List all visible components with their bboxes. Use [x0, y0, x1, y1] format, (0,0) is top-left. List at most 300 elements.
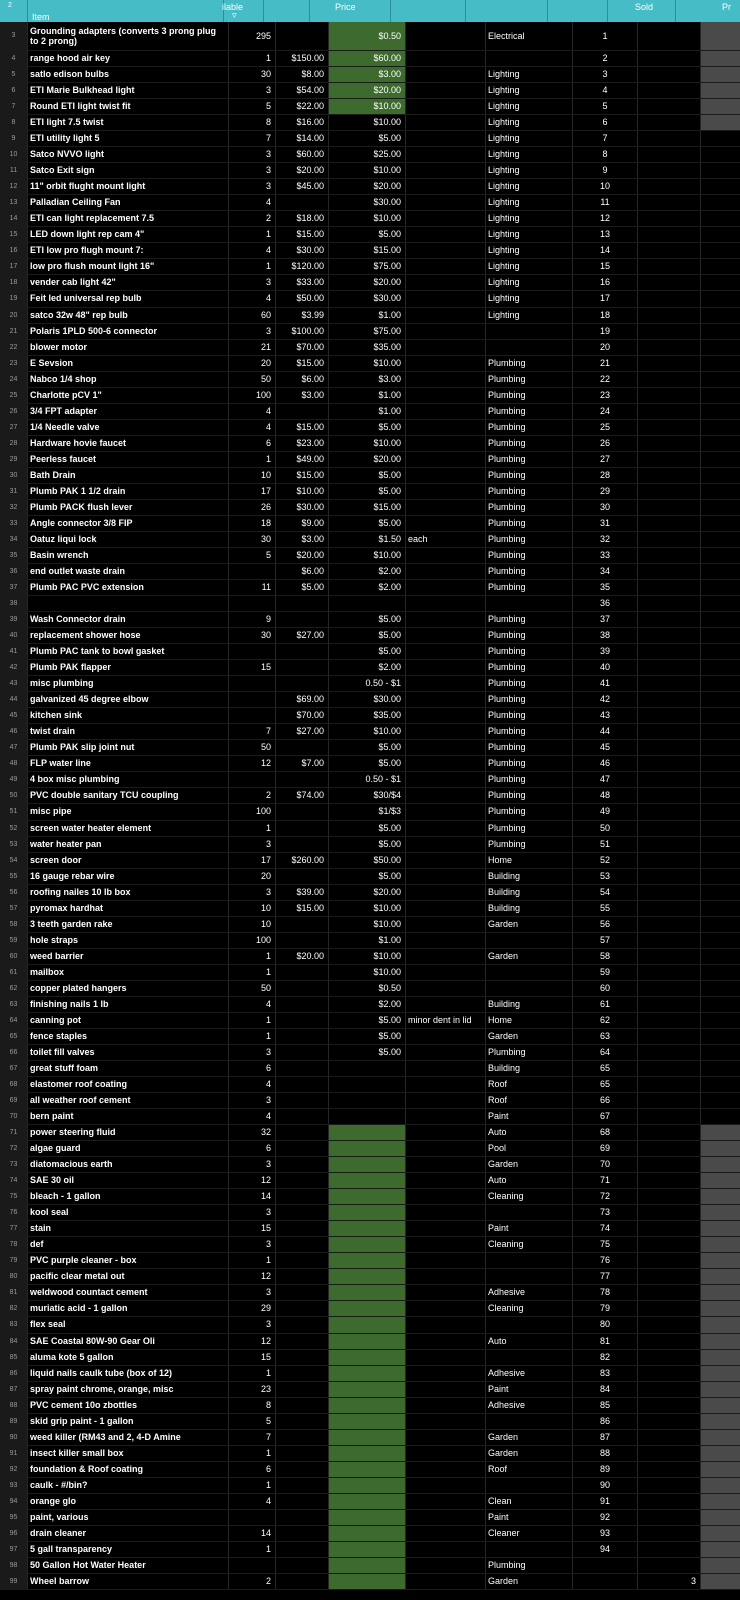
note-cell[interactable] — [406, 1060, 486, 1076]
index-cell[interactable]: 60 — [573, 980, 638, 996]
sold-cell[interactable] — [638, 99, 701, 115]
quantity-cell[interactable]: 50 — [229, 371, 276, 387]
price-cell[interactable]: $10.00 — [329, 964, 406, 980]
table-row[interactable] — [0, 1173, 740, 1189]
quantity-cell[interactable]: 20 — [229, 868, 276, 884]
quantity-cell[interactable]: 15 — [229, 660, 276, 676]
item-cell[interactable]: satco 32w 48" rep bulb — [28, 307, 229, 323]
note-cell[interactable] — [406, 1253, 486, 1269]
note-cell[interactable] — [406, 788, 486, 804]
sold-cell[interactable] — [638, 932, 701, 948]
item-cell[interactable]: caulk - #/bin? — [28, 1477, 229, 1493]
quantity-cell[interactable]: 3 — [229, 1285, 276, 1301]
table-row[interactable] — [0, 259, 740, 275]
category-cell[interactable]: Auto — [486, 1125, 573, 1141]
cost-cell[interactable]: $74.00 — [276, 788, 329, 804]
quantity-cell[interactable] — [229, 772, 276, 788]
quantity-cell[interactable]: 3 — [229, 147, 276, 163]
category-cell[interactable] — [486, 1317, 573, 1333]
sold-cell[interactable] — [638, 1397, 701, 1413]
item-cell[interactable]: flex seal — [28, 1317, 229, 1333]
table-row[interactable] — [0, 1429, 740, 1445]
item-cell[interactable]: LED down light rep cam 4" — [28, 227, 229, 243]
item-cell[interactable]: hole straps — [28, 932, 229, 948]
cost-cell[interactable] — [276, 1525, 329, 1541]
item-cell[interactable]: PVC double sanitary TCU coupling — [28, 788, 229, 804]
sold-cell[interactable] — [638, 403, 701, 419]
note-cell[interactable] — [406, 275, 486, 291]
category-cell[interactable]: Adhesive — [486, 1397, 573, 1413]
table-row[interactable] — [0, 1077, 740, 1093]
sold-cell[interactable] — [638, 22, 701, 51]
index-cell[interactable]: 48 — [573, 788, 638, 804]
extra-cell[interactable] — [701, 243, 740, 259]
index-cell[interactable]: 54 — [573, 884, 638, 900]
extra-cell[interactable] — [701, 387, 740, 403]
quantity-cell[interactable]: 50 — [229, 740, 276, 756]
index-cell[interactable]: 24 — [573, 403, 638, 419]
note-cell[interactable] — [406, 451, 486, 467]
note-cell[interactable] — [406, 179, 486, 195]
quantity-cell[interactable]: 5 — [229, 547, 276, 563]
item-cell[interactable]: satlo edison bulbs — [28, 67, 229, 83]
extra-cell[interactable] — [701, 195, 740, 211]
table-row[interactable] — [0, 676, 740, 692]
cost-cell[interactable]: $120.00 — [276, 259, 329, 275]
quantity-cell[interactable]: 7 — [229, 724, 276, 740]
note-cell[interactable] — [406, 467, 486, 483]
price-cell[interactable]: $60.00 — [329, 51, 406, 67]
table-row[interactable] — [0, 1141, 740, 1157]
extra-cell[interactable] — [701, 708, 740, 724]
sold-cell[interactable] — [638, 884, 701, 900]
item-cell[interactable]: Nabco 1/4 shop — [28, 371, 229, 387]
category-cell[interactable] — [486, 1349, 573, 1365]
sold-cell[interactable] — [638, 499, 701, 515]
quantity-cell[interactable]: 14 — [229, 1525, 276, 1541]
sold-cell[interactable] — [638, 660, 701, 676]
cost-cell[interactable]: $69.00 — [276, 692, 329, 708]
category-cell[interactable]: Building — [486, 996, 573, 1012]
cost-cell[interactable] — [276, 1173, 329, 1189]
cost-cell[interactable] — [276, 195, 329, 211]
price-cell[interactable]: $1.00 — [329, 387, 406, 403]
index-cell[interactable]: 56 — [573, 916, 638, 932]
index-cell[interactable]: 42 — [573, 692, 638, 708]
note-cell[interactable] — [406, 243, 486, 259]
index-cell[interactable]: 3 — [573, 67, 638, 83]
sold-cell[interactable] — [638, 211, 701, 227]
category-cell[interactable] — [486, 1413, 573, 1429]
extra-cell[interactable] — [701, 1413, 740, 1429]
note-cell[interactable] — [406, 964, 486, 980]
sold-cell[interactable] — [638, 1141, 701, 1157]
extra-cell[interactable] — [701, 1365, 740, 1381]
cost-cell[interactable] — [276, 1541, 329, 1557]
quantity-cell[interactable]: 1 — [229, 1253, 276, 1269]
price-cell[interactable]: $3.00 — [329, 371, 406, 387]
index-cell[interactable]: 6 — [573, 115, 638, 131]
index-cell[interactable]: 70 — [573, 1157, 638, 1173]
cost-cell[interactable] — [276, 1397, 329, 1413]
index-cell[interactable]: 90 — [573, 1477, 638, 1493]
note-cell[interactable] — [406, 499, 486, 515]
extra-cell[interactable] — [701, 1333, 740, 1349]
item-cell[interactable]: 5 gall transparency — [28, 1541, 229, 1557]
cost-cell[interactable]: $100.00 — [276, 323, 329, 339]
cost-cell[interactable] — [276, 1461, 329, 1477]
index-cell[interactable]: 82 — [573, 1349, 638, 1365]
index-cell[interactable]: 16 — [573, 275, 638, 291]
table-row[interactable] — [0, 499, 740, 515]
table-row[interactable] — [0, 1461, 740, 1477]
quantity-cell[interactable]: 10 — [229, 467, 276, 483]
extra-cell[interactable] — [701, 852, 740, 868]
sold-cell[interactable] — [638, 772, 701, 788]
index-cell[interactable]: 83 — [573, 1365, 638, 1381]
table-row[interactable] — [0, 1445, 740, 1461]
quantity-cell[interactable]: 8 — [229, 115, 276, 131]
item-cell[interactable]: skid grip paint - 1 gallon — [28, 1413, 229, 1429]
sold-cell[interactable] — [638, 740, 701, 756]
index-cell[interactable]: 33 — [573, 547, 638, 563]
quantity-cell[interactable]: 1 — [229, 1445, 276, 1461]
table-row[interactable] — [0, 916, 740, 932]
note-cell[interactable] — [406, 1541, 486, 1557]
item-cell[interactable]: end outlet waste drain — [28, 564, 229, 580]
category-cell[interactable]: Plumbing — [486, 580, 573, 596]
quantity-cell[interactable]: 100 — [229, 932, 276, 948]
price-cell[interactable]: $3.00 — [329, 67, 406, 83]
note-cell[interactable] — [406, 868, 486, 884]
extra-cell[interactable] — [701, 1285, 740, 1301]
price-cell[interactable] — [329, 1557, 406, 1573]
note-cell[interactable] — [406, 580, 486, 596]
price-cell[interactable]: $5.00 — [329, 612, 406, 628]
quantity-cell[interactable]: 20 — [229, 355, 276, 371]
table-row[interactable] — [0, 1269, 740, 1285]
cost-cell[interactable]: $23.00 — [276, 435, 329, 451]
cost-cell[interactable] — [276, 1060, 329, 1076]
category-cell[interactable]: Garden — [486, 1157, 573, 1173]
price-cell[interactable] — [329, 1573, 406, 1589]
index-cell[interactable]: 72 — [573, 1189, 638, 1205]
category-cell[interactable]: Plumbing — [486, 467, 573, 483]
table-row[interactable] — [0, 1301, 740, 1317]
table-row[interactable] — [0, 483, 740, 499]
sold-cell[interactable] — [638, 1477, 701, 1493]
price-cell[interactable]: $2.00 — [329, 996, 406, 1012]
note-cell[interactable] — [406, 227, 486, 243]
extra-cell[interactable] — [701, 1461, 740, 1477]
item-cell[interactable]: pacific clear metal out — [28, 1269, 229, 1285]
extra-cell[interactable] — [701, 1429, 740, 1445]
index-cell[interactable]: 21 — [573, 355, 638, 371]
quantity-cell[interactable]: 21 — [229, 339, 276, 355]
sold-cell[interactable] — [638, 1285, 701, 1301]
cost-cell[interactable]: $14.00 — [276, 131, 329, 147]
price-cell[interactable]: $5.00 — [329, 740, 406, 756]
price-cell[interactable] — [329, 1413, 406, 1429]
price-cell[interactable] — [329, 1333, 406, 1349]
category-cell[interactable] — [486, 932, 573, 948]
cost-cell[interactable]: $16.00 — [276, 115, 329, 131]
table-row[interactable] — [0, 1109, 740, 1125]
price-cell[interactable]: $5.00 — [329, 868, 406, 884]
item-cell[interactable]: drain cleaner — [28, 1525, 229, 1541]
price-cell[interactable]: $20.00 — [329, 451, 406, 467]
quantity-cell[interactable]: 100 — [229, 804, 276, 820]
table-row[interactable] — [0, 596, 740, 612]
item-cell[interactable]: 1/4 Needle valve — [28, 419, 229, 435]
header-category-column[interactable] — [465, 0, 548, 22]
item-cell[interactable]: SAE Coastal 80W-90 Gear Oli — [28, 1333, 229, 1349]
category-cell[interactable]: Cleaning — [486, 1301, 573, 1317]
extra-cell[interactable] — [701, 403, 740, 419]
sold-cell[interactable] — [638, 547, 701, 563]
quantity-cell[interactable]: 8 — [229, 1397, 276, 1413]
sold-cell[interactable] — [638, 1221, 701, 1237]
note-cell[interactable] — [406, 612, 486, 628]
sold-cell[interactable] — [638, 195, 701, 211]
extra-cell[interactable] — [701, 371, 740, 387]
sold-cell[interactable] — [638, 355, 701, 371]
price-cell[interactable]: $5.00 — [329, 644, 406, 660]
category-cell[interactable]: Auto — [486, 1333, 573, 1349]
sold-cell[interactable] — [638, 1028, 701, 1044]
sold-cell[interactable] — [638, 564, 701, 580]
sold-cell[interactable] — [638, 323, 701, 339]
extra-cell[interactable] — [701, 483, 740, 499]
category-cell[interactable]: Plumbing — [486, 612, 573, 628]
table-row[interactable] — [0, 243, 740, 259]
index-cell[interactable]: 25 — [573, 419, 638, 435]
sold-cell[interactable] — [638, 1445, 701, 1461]
category-cell[interactable] — [486, 1205, 573, 1221]
table-row[interactable] — [0, 804, 740, 820]
category-cell[interactable]: Paint — [486, 1381, 573, 1397]
extra-cell[interactable] — [701, 820, 740, 836]
category-cell[interactable]: Auto — [486, 1173, 573, 1189]
index-cell[interactable]: 87 — [573, 1429, 638, 1445]
price-cell[interactable] — [329, 1189, 406, 1205]
index-cell[interactable]: 84 — [573, 1381, 638, 1397]
category-cell[interactable] — [486, 1477, 573, 1493]
extra-cell[interactable] — [701, 676, 740, 692]
table-row[interactable] — [0, 1093, 740, 1109]
item-cell[interactable]: misc pipe — [28, 804, 229, 820]
index-cell[interactable]: 9 — [573, 163, 638, 179]
sold-cell[interactable] — [638, 804, 701, 820]
index-cell[interactable]: 30 — [573, 499, 638, 515]
item-cell[interactable]: Hardware hovie faucet — [28, 435, 229, 451]
category-cell[interactable]: Electrical — [486, 22, 573, 51]
cost-cell[interactable]: $70.00 — [276, 339, 329, 355]
table-row[interactable] — [0, 1573, 740, 1589]
sold-cell[interactable] — [638, 1044, 701, 1060]
price-cell[interactable]: $1.50 — [329, 531, 406, 547]
category-cell[interactable]: Lighting — [486, 227, 573, 243]
index-cell[interactable]: 62 — [573, 1012, 638, 1028]
table-row[interactable] — [0, 1333, 740, 1349]
quantity-cell[interactable]: 23 — [229, 1381, 276, 1397]
price-cell[interactable] — [329, 1429, 406, 1445]
note-cell[interactable] — [406, 660, 486, 676]
category-cell[interactable]: Plumbing — [486, 371, 573, 387]
extra-cell[interactable] — [701, 1044, 740, 1060]
index-cell[interactable]: 36 — [573, 596, 638, 612]
table-row[interactable] — [0, 131, 740, 147]
quantity-cell[interactable]: 17 — [229, 483, 276, 499]
table-row[interactable] — [0, 772, 740, 788]
note-cell[interactable] — [406, 259, 486, 275]
table-row[interactable] — [0, 371, 740, 387]
table-row[interactable] — [0, 467, 740, 483]
extra-cell[interactable] — [701, 467, 740, 483]
index-cell[interactable] — [573, 1573, 638, 1589]
index-cell[interactable]: 45 — [573, 740, 638, 756]
sold-cell[interactable] — [638, 275, 701, 291]
table-row[interactable] — [0, 1028, 740, 1044]
cost-cell[interactable]: $6.00 — [276, 564, 329, 580]
category-cell[interactable] — [486, 980, 573, 996]
index-cell[interactable]: 65 — [573, 1060, 638, 1076]
index-cell[interactable]: 80 — [573, 1317, 638, 1333]
quantity-cell[interactable]: 12 — [229, 1173, 276, 1189]
item-cell[interactable]: Wash Connector drain — [28, 612, 229, 628]
index-cell[interactable]: 41 — [573, 676, 638, 692]
item-cell[interactable]: Plumb PAK slip joint nut — [28, 740, 229, 756]
note-cell[interactable] — [406, 1381, 486, 1397]
table-row[interactable] — [0, 1157, 740, 1173]
cost-cell[interactable]: $60.00 — [276, 147, 329, 163]
extra-cell[interactable] — [701, 451, 740, 467]
category-cell[interactable]: Plumbing — [486, 660, 573, 676]
quantity-cell[interactable]: 3 — [229, 1317, 276, 1333]
price-cell[interactable]: $0.50 — [329, 980, 406, 996]
table-row[interactable] — [0, 1381, 740, 1397]
index-cell[interactable]: 47 — [573, 772, 638, 788]
quantity-cell[interactable]: 1 — [229, 1541, 276, 1557]
cost-cell[interactable] — [276, 1253, 329, 1269]
quantity-cell[interactable]: 3 — [229, 836, 276, 852]
category-cell[interactable]: Building — [486, 884, 573, 900]
index-cell[interactable]: 18 — [573, 307, 638, 323]
cost-cell[interactable] — [276, 916, 329, 932]
category-cell[interactable]: Adhesive — [486, 1365, 573, 1381]
note-cell[interactable] — [406, 355, 486, 371]
index-cell[interactable]: 53 — [573, 868, 638, 884]
quantity-cell[interactable]: 4 — [229, 419, 276, 435]
extra-cell[interactable] — [701, 99, 740, 115]
extra-cell[interactable] — [701, 291, 740, 307]
note-cell[interactable] — [406, 1333, 486, 1349]
extra-cell[interactable] — [701, 115, 740, 131]
category-cell[interactable]: Plumbing — [486, 1044, 573, 1060]
item-cell[interactable]: elastomer roof coating — [28, 1077, 229, 1093]
note-cell[interactable] — [406, 163, 486, 179]
extra-cell[interactable] — [701, 772, 740, 788]
item-cell[interactable]: aluma kote 5 gallon — [28, 1349, 229, 1365]
item-cell[interactable]: roofing nailes 10 lb box — [28, 884, 229, 900]
note-cell[interactable] — [406, 1573, 486, 1589]
table-row[interactable] — [0, 996, 740, 1012]
cost-cell[interactable]: $54.00 — [276, 83, 329, 99]
category-cell[interactable] — [486, 339, 573, 355]
table-row[interactable] — [0, 932, 740, 948]
item-cell[interactable]: bleach - 1 gallon — [28, 1189, 229, 1205]
price-cell[interactable]: $10.00 — [329, 163, 406, 179]
table-row[interactable] — [0, 147, 740, 163]
extra-cell[interactable] — [701, 1077, 740, 1093]
note-cell[interactable] — [406, 147, 486, 163]
quantity-cell[interactable]: 29 — [229, 1301, 276, 1317]
quantity-cell[interactable]: 1 — [229, 1477, 276, 1493]
item-cell[interactable]: Plumb PAK 1 1/2 drain — [28, 483, 229, 499]
item-cell[interactable]: foundation & Roof coating — [28, 1461, 229, 1477]
sold-cell[interactable] — [638, 227, 701, 243]
note-cell[interactable] — [406, 692, 486, 708]
price-cell[interactable]: $10.00 — [329, 547, 406, 563]
quantity-cell[interactable]: 1 — [229, 1012, 276, 1028]
extra-cell[interactable] — [701, 211, 740, 227]
extra-cell[interactable] — [701, 1125, 740, 1141]
note-cell[interactable] — [406, 884, 486, 900]
item-cell[interactable]: 3/4 FPT adapter — [28, 403, 229, 419]
item-cell[interactable]: kitchen sink — [28, 708, 229, 724]
sold-cell[interactable] — [638, 1125, 701, 1141]
price-cell[interactable]: $10.00 — [329, 99, 406, 115]
price-cell[interactable]: $35.00 — [329, 708, 406, 724]
index-cell[interactable]: 89 — [573, 1461, 638, 1477]
note-cell[interactable] — [406, 67, 486, 83]
item-cell[interactable]: Feit led universal rep bulb — [28, 291, 229, 307]
extra-cell[interactable] — [701, 580, 740, 596]
price-cell[interactable]: $1.00 — [329, 932, 406, 948]
price-cell[interactable] — [329, 1077, 406, 1093]
quantity-cell[interactable]: 18 — [229, 515, 276, 531]
index-cell[interactable]: 74 — [573, 1221, 638, 1237]
cost-cell[interactable] — [276, 1285, 329, 1301]
item-cell[interactable]: liquid nails caulk tube (box of 12) — [28, 1365, 229, 1381]
table-row[interactable] — [0, 1285, 740, 1301]
table-row[interactable] — [0, 115, 740, 131]
quantity-cell[interactable]: 3 — [229, 1044, 276, 1060]
note-cell[interactable] — [406, 99, 486, 115]
header-cost-column[interactable] — [263, 0, 310, 22]
item-cell[interactable]: Bath Drain — [28, 467, 229, 483]
quantity-cell[interactable]: 30 — [229, 628, 276, 644]
sold-cell[interactable] — [638, 1509, 701, 1525]
item-cell[interactable]: PVC purple cleaner - box — [28, 1253, 229, 1269]
table-row[interactable] — [0, 1060, 740, 1076]
extra-cell[interactable] — [701, 1028, 740, 1044]
price-cell[interactable]: $1.00 — [329, 403, 406, 419]
quantity-cell[interactable]: 2 — [229, 1573, 276, 1589]
sold-cell[interactable] — [638, 307, 701, 323]
item-cell[interactable]: Plumb PAK flapper — [28, 660, 229, 676]
sold-cell[interactable] — [638, 387, 701, 403]
item-cell[interactable]: weed killer (RM43 and 2, 4-D Amine — [28, 1429, 229, 1445]
note-cell[interactable] — [406, 836, 486, 852]
quantity-cell[interactable]: 295 — [229, 22, 276, 51]
index-cell[interactable]: 79 — [573, 1301, 638, 1317]
index-cell[interactable]: 37 — [573, 612, 638, 628]
item-cell[interactable]: paint, various — [28, 1509, 229, 1525]
note-cell[interactable] — [406, 547, 486, 563]
sold-cell[interactable] — [638, 1301, 701, 1317]
quantity-cell[interactable]: 4 — [229, 403, 276, 419]
